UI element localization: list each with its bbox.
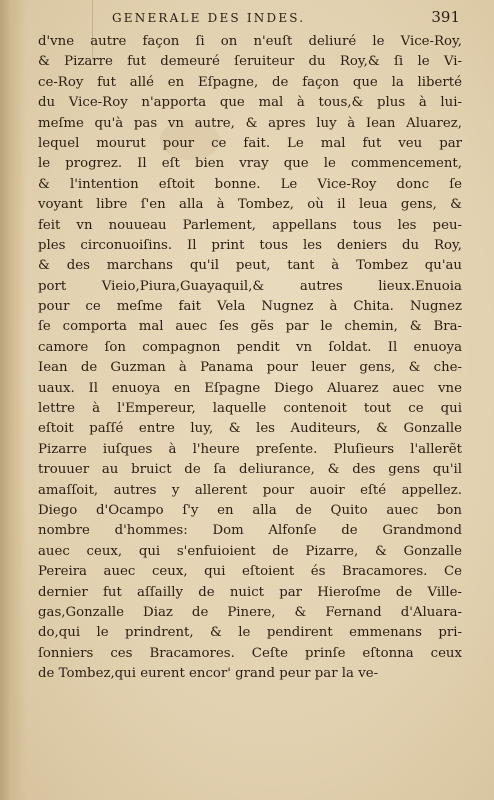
text-line: ce-Roy fut allé en Eſpagne, de façon que la liberté [38,74,462,90]
text-line: Pereira auec ceux, qui eſtoient és Bracamores. Ce [38,564,462,580]
text-line: du Vice-Roy n'apporta que mal à tous,& plus à lui- [38,95,462,111]
text-line: meſme qu'à pas vn autre, & apres luy à Iean Aluarez, [38,115,462,131]
text-line: feit vn nouueau Parlement, appellans tous les peu- [38,217,462,233]
text-line: nombre d'hommes: Dom Alfonſe de Grandmond [38,523,462,539]
text-line: d'vne autre façon ſi on n'euſt deliuré le Vice-Roy, [38,34,462,49]
text-line: voyant libre ſ'en alla à Tombez, où il leua gens, & [38,197,462,213]
text-line: Pizarre iuſques à l'heure preſente. Pluſieurs l'allerẽt [38,441,462,457]
text-line: lequel mourut pour ce fait. Le mal fut veu par [38,135,462,151]
text-line: do,qui le prindrent, & le pendirent emmenans pri- [38,625,462,641]
text-line: & l'intention eſtoit bonne. Le Vice-Roy donc ſe [38,176,462,192]
text-line: camore ſon compagnon pendit vn ſoldat. Il enuoya [38,339,462,355]
text-line: & Pizarre fut demeuré ſeruiteur du Roy,& ſi le Vi- [38,54,462,70]
text-line: pour ce meſme fait Vela Nugnez à Chita. Nugnez [38,299,462,315]
body-text [38,32,462,685]
text-line: gas,Gonzalle Diaz de Pinere, & Fernand d'Aluara- [38,604,462,620]
text-line: dernier fut aſſailly de nuict par Hieroſme de Ville- [38,584,462,600]
binding-gutter-shadow [0,0,26,800]
text-line: le progrez. Il eſt bien vray que le commencement, [38,156,462,172]
page-number: 391 [431,8,460,26]
text-line: auec ceux, qui s'enfuioient de Pizarre, & Gonzalle [38,543,462,559]
text-line: uaux. Il enuoya en Eſpagne Diego Aluarez auec vne [38,380,462,396]
text-line: Iean de Guzman à Panama pour leuer gens, & che- [38,360,462,376]
page-header [112,8,460,30]
text-line: trouuer au bruict de ſa deliurance, & des gens qu'il [38,462,462,478]
text-line: ples circonuoiſins. Il print tous les deniers du Roy, [38,237,462,253]
text-line: & des marchans qu'il peut, tant à Tombez qu'au [38,258,462,274]
text-line: eſtoit paſſé entre luy, & les Auditeurs, & Gonzalle [38,421,462,437]
text-line: lettre à l'Empereur, laquelle contenoit tout ce qui [38,401,462,417]
text-line: amaſſoit, autres y allerent pour auoir eſté appellez. [38,482,462,498]
text-line: ſonniers ces Bracamores. Ceſte prinſe eſtonna ceux [38,645,462,661]
text-line: port Vieio,Piura,Guayaquil,& autres lieux.Enuoia [38,278,462,294]
text-line: de Tombez,qui eurent encor' grand peur par la ve- [38,666,379,682]
text-line: ſe comporta mal auec ſes gẽs par le chemin, & Bra- [38,319,462,335]
text-line: Diego d'Ocampo ſ'y en alla de Quito auec bon [38,502,462,518]
running-title: GENERALE DES INDES. [112,11,306,25]
